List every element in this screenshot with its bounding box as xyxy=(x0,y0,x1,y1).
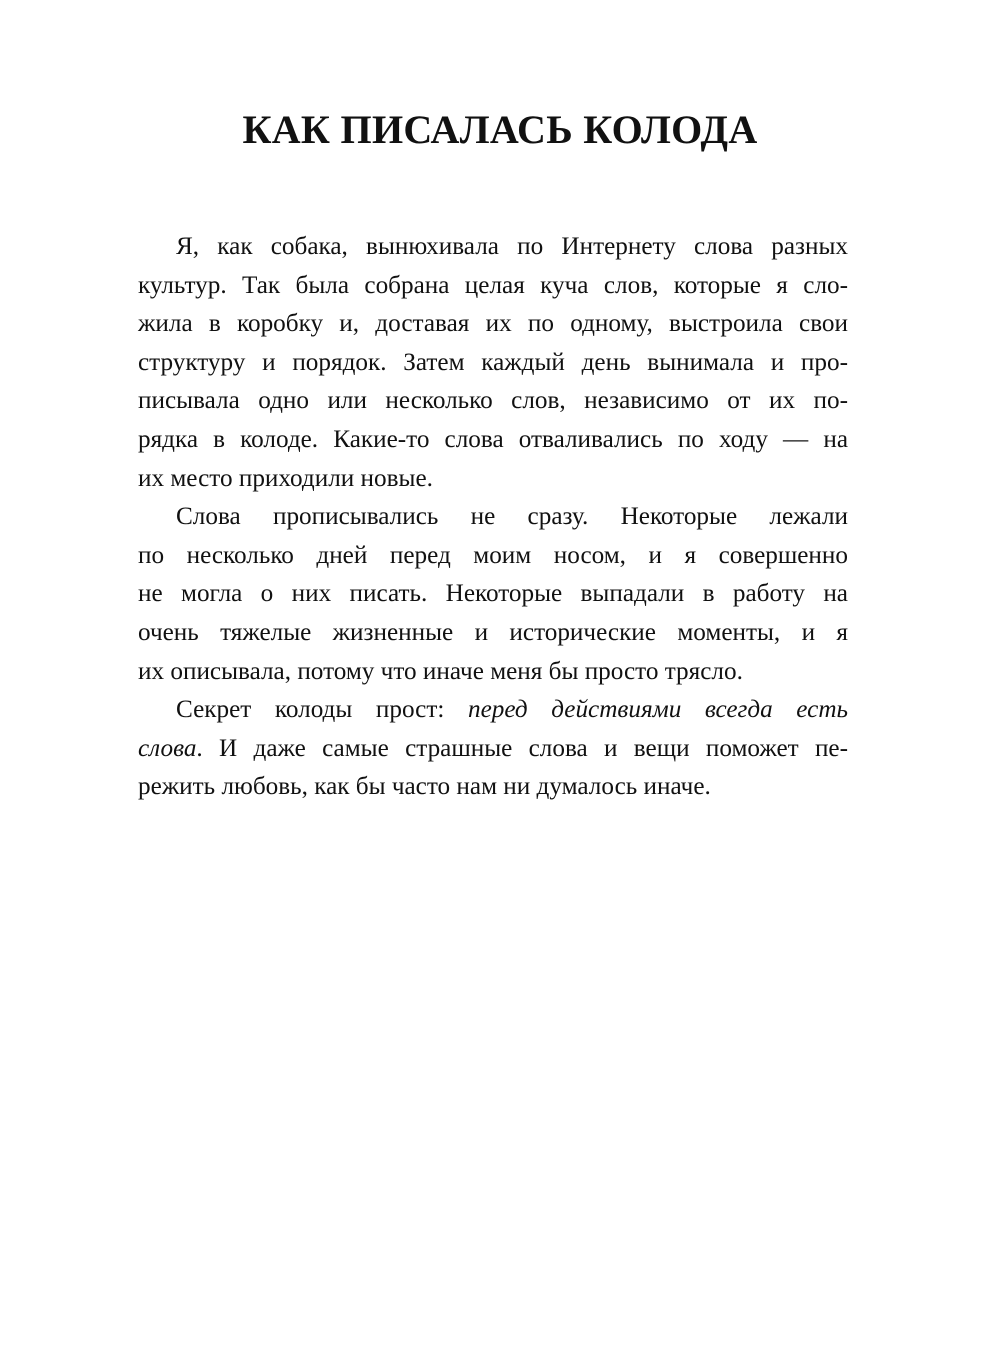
text-line: их место приходили новые. xyxy=(138,464,433,492)
paragraph-2 xyxy=(138,498,848,691)
paragraph-3 xyxy=(138,691,848,807)
italic-emphasis: перед действиями всегда есть xyxy=(467,696,848,724)
text-line: режить любовь, как бы часто нам ни думалось иначе. xyxy=(138,773,711,801)
text-line: жила в коробку и, доставая их по одному, выстроила свои xyxy=(138,310,848,338)
text-line: очень тяжелые жизненные и исторические моменты, и я xyxy=(138,618,848,646)
text-line: Я, как собака, вынюхивала по Интернету слова разных xyxy=(176,233,848,260)
text-line: писывала одно или несколько слов, независимо от их по- xyxy=(138,387,848,415)
text-line: рядка в колоде. Какие-то слова отваливались по ходу — на xyxy=(138,425,848,453)
text-line: их описывала, потому что иначе меня бы просто трясло. xyxy=(138,657,743,685)
text-line: Слова прописывались не сразу. Некоторые лежали xyxy=(176,503,848,531)
chapter-body xyxy=(138,228,848,807)
text-line: структуру и порядок. Затем каждый день вынимала и про- xyxy=(138,348,848,376)
regular-text: . И даже самые страшные слова и вещи поможет пе- xyxy=(196,734,848,762)
text-line: культур. Так была собрана целая куча слов, которые я сло- xyxy=(138,271,848,299)
italic-emphasis: слова xyxy=(138,734,197,762)
text-line xyxy=(138,730,848,769)
regular-text: Секрет колоды прост: xyxy=(176,696,468,724)
text-line: по несколько дней перед моим носом, и я совершенно xyxy=(138,541,848,569)
text-line xyxy=(138,691,848,730)
text-line: не могла о них писать. Некоторые выпадали в работу на xyxy=(138,580,848,608)
paragraph-1 xyxy=(138,228,848,498)
chapter-title: КАК ПИСАЛАСЬ КОЛОДА xyxy=(242,107,758,152)
